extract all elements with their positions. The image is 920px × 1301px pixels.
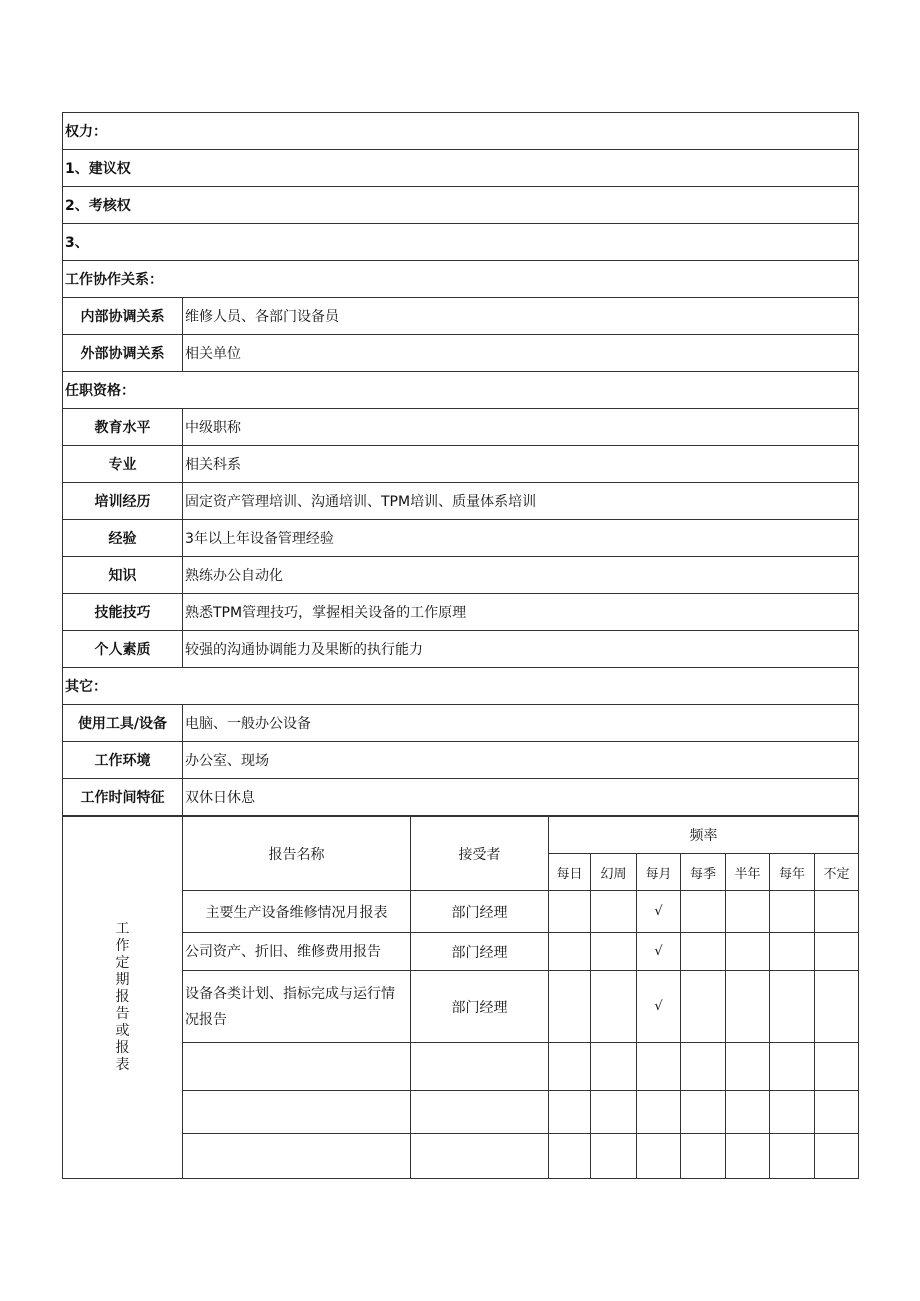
freq-yearly: 每年 — [770, 854, 815, 891]
col-frequency: 频率 — [549, 817, 859, 854]
other-label-worktime: 工作时间特征 — [63, 779, 183, 816]
report-mark-weekly — [591, 933, 637, 971]
job-description-table — [62, 112, 859, 816]
section-qualification: 任职资格： — [63, 372, 859, 409]
report-mark-monthly: √ — [637, 891, 681, 933]
freq-daily: 每日 — [549, 854, 591, 891]
report-row — [63, 971, 859, 1043]
report-row — [63, 891, 859, 933]
qual-value-skills: 熟悉TPM管理技巧，掌握相关设备的工作原理 — [183, 594, 859, 631]
qual-value-experience: 3年以上年设备管理经验 — [183, 520, 859, 557]
report-row-empty — [63, 1043, 859, 1091]
other-value-worktime: 双休日休息 — [183, 779, 859, 816]
report-mark-quarterly — [681, 891, 726, 933]
qual-value-training: 固定资产管理培训、沟通培训、TPM培训、质量体系培训 — [183, 483, 859, 520]
qual-label-major: 专业 — [63, 446, 183, 483]
qual-label-personal: 个人素质 — [63, 631, 183, 668]
qual-label-education: 教育水平 — [63, 409, 183, 446]
report-mark-yearly — [770, 891, 815, 933]
other-value-tools: 电脑、一般办公设备 — [183, 705, 859, 742]
collab-value-internal: 维修人员、各部门设备员 — [183, 298, 859, 335]
col-report-name: 报告名称 — [183, 817, 411, 891]
reports-table — [62, 816, 859, 1179]
report-row-empty — [63, 1134, 859, 1179]
report-name: 公司资产、折旧、维修费用报告 — [183, 933, 411, 971]
power-item-1: 1、建议权 — [63, 150, 859, 187]
report-receiver: 部门经理 — [411, 971, 549, 1043]
freq-weekly: 幻周 — [591, 854, 637, 891]
report-mark-half-year — [726, 933, 770, 971]
qual-label-knowledge: 知识 — [63, 557, 183, 594]
report-mark-quarterly — [681, 933, 726, 971]
report-mark-quarterly — [681, 971, 726, 1043]
report-mark-weekly — [591, 891, 637, 933]
report-name: 设备各类计划、指标完成与运行情况报告 — [183, 971, 411, 1043]
report-mark-yearly — [770, 971, 815, 1043]
collab-label-external: 外部协调关系 — [63, 335, 183, 372]
report-row — [63, 933, 859, 971]
section-other: 其它： — [63, 668, 859, 705]
qual-label-experience: 经验 — [63, 520, 183, 557]
qual-value-education: 中级职称 — [183, 409, 859, 446]
report-mark-half-year — [726, 891, 770, 933]
other-label-tools: 使用工具/设备 — [63, 705, 183, 742]
job-description-table-area — [62, 112, 858, 1179]
report-mark-irregular — [815, 971, 859, 1043]
reports-side-text: 工作定期报告或报表 — [115, 921, 130, 1073]
report-mark-yearly — [770, 933, 815, 971]
collab-value-external: 相关单位 — [183, 335, 859, 372]
freq-quarterly: 每季 — [681, 854, 726, 891]
report-mark-half-year — [726, 971, 770, 1043]
other-label-environment: 工作环境 — [63, 742, 183, 779]
power-item-3: 3、 — [63, 224, 859, 261]
reports-side-label — [63, 817, 183, 1179]
qual-label-training: 培训经历 — [63, 483, 183, 520]
report-mark-irregular — [815, 933, 859, 971]
report-mark-daily — [549, 891, 591, 933]
qual-value-major: 相关科系 — [183, 446, 859, 483]
freq-half-year: 半年 — [726, 854, 770, 891]
report-mark-weekly — [591, 971, 637, 1043]
qual-value-knowledge: 熟练办公自动化 — [183, 557, 859, 594]
report-row-empty — [63, 1091, 859, 1134]
report-mark-monthly: √ — [637, 933, 681, 971]
other-value-environment: 办公室、现场 — [183, 742, 859, 779]
power-item-2: 2、考核权 — [63, 187, 859, 224]
collab-label-internal: 内部协调关系 — [63, 298, 183, 335]
report-receiver: 部门经理 — [411, 891, 549, 933]
report-mark-daily — [549, 971, 591, 1043]
section-power: 权力： — [63, 113, 859, 150]
qual-value-personal: 较强的沟通协调能力及果断的执行能力 — [183, 631, 859, 668]
report-mark-irregular — [815, 891, 859, 933]
col-receiver: 接受者 — [411, 817, 549, 891]
report-name: 主要生产设备维修情况月报表 — [183, 891, 411, 933]
report-receiver: 部门经理 — [411, 933, 549, 971]
report-mark-daily — [549, 933, 591, 971]
freq-monthly: 每月 — [637, 854, 681, 891]
qual-label-skills: 技能技巧 — [63, 594, 183, 631]
report-mark-monthly: √ — [637, 971, 681, 1043]
freq-irregular: 不定 — [815, 854, 859, 891]
section-collab: 工作协作关系： — [63, 261, 859, 298]
